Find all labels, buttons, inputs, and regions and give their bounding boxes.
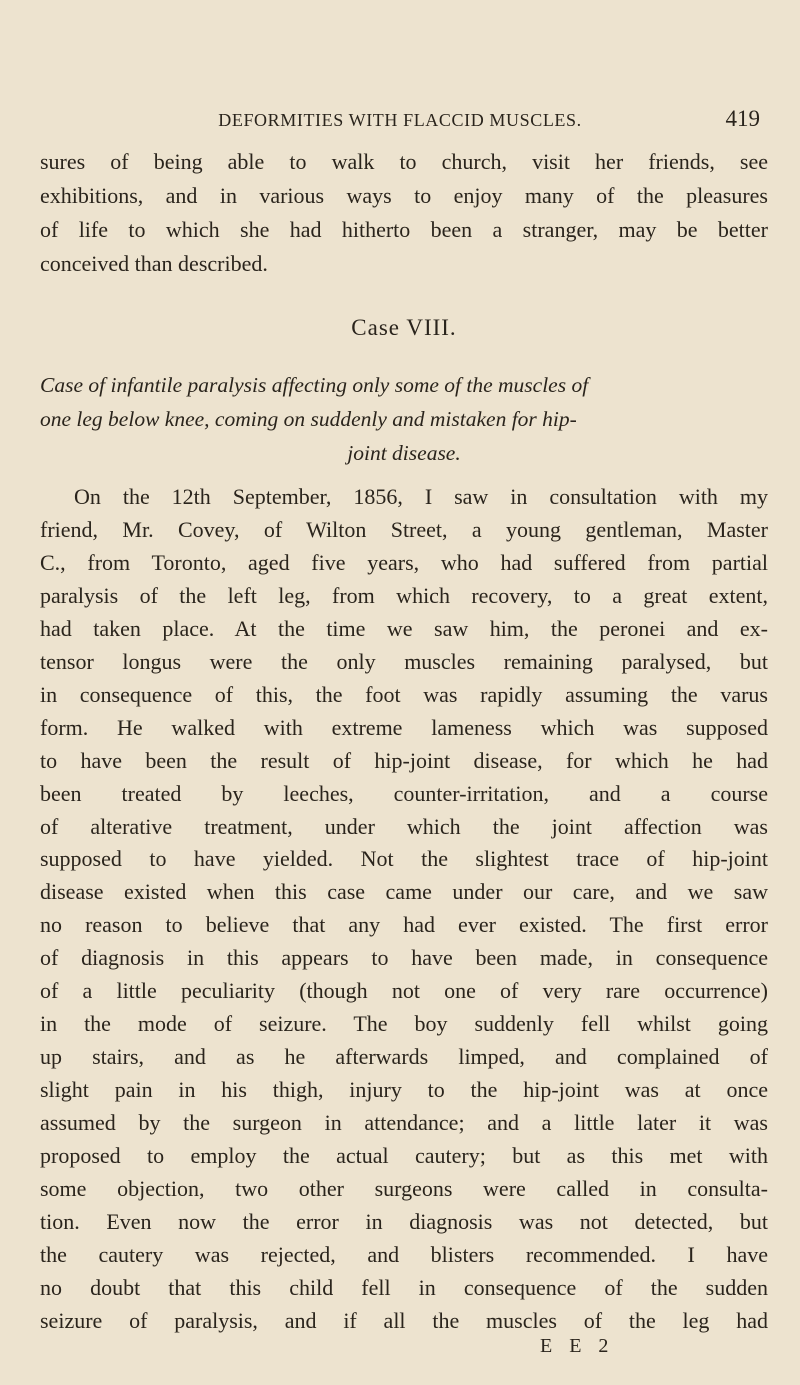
text-line: conceived than described.: [40, 251, 268, 276]
text-line: tensor longus were the only muscles remaining paralysed, but: [40, 648, 768, 674]
text-line: paralysis of the left leg, from which recovery, to a great extent,: [40, 582, 768, 608]
text-line: sures of being able to walk to church, visit her friends, see: [40, 149, 768, 174]
text-line: tion. Even now the error in diagnosis was not detected, but: [40, 1208, 768, 1234]
text-line: friend, Mr. Covey, of Wilton Street, a young gentleman, Master: [40, 516, 768, 542]
text-line: in consequence of this, the foot was rapidly assuming the varus: [40, 681, 768, 707]
text-line: supposed to have yielded. Not the slightest trace of hip-joint: [40, 846, 768, 872]
text-line: On the 12th September, 1856, I saw in consultation with my: [74, 484, 768, 509]
text-line: C., from Toronto, aged five years, who had suffered from partial: [40, 549, 768, 575]
case-title-line: joint disease.: [347, 441, 461, 465]
case-title-line: Case of infantile paralysis affecting only some of the muscles of: [40, 373, 589, 397]
text-line: slight pain in his thigh, injury to the hip-joint was at once: [40, 1077, 768, 1103]
text-line: to have been the result of hip-joint disease, for which he had: [40, 747, 768, 773]
text-line: proposed to employ the actual cautery; but as this met with: [40, 1143, 768, 1168]
text-line: seizure of paralysis, and if all the muscles of the leg had: [40, 1307, 768, 1333]
text-line: in the mode of seizure. The boy suddenly fell whilst going: [40, 1011, 768, 1037]
text-line: of a little peculiarity (though not one of very rare occurrence): [40, 978, 768, 1004]
signature-mark: E E 2: [540, 1334, 615, 1357]
running-head: DEFORMITIES WITH FLACCID MUSCLES.: [218, 110, 582, 130]
case-heading: Case VIII.: [351, 315, 457, 340]
text-line: of life to which she had hitherto been a stranger, may be better: [40, 217, 768, 242]
text-line: exhibitions, and in various ways to enjoy many of the pleasures: [40, 183, 768, 208]
text-line: been treated by leeches, counter-irritation, and a course: [40, 780, 768, 806]
case-title-line: one leg below knee, coming on suddenly and mistaken for hip-: [40, 407, 577, 431]
text-line: of alterative treatment, under which the joint affection was: [40, 813, 768, 839]
text-line: of diagnosis in this appears to have been made, in consequence: [40, 945, 768, 971]
text-line: form. He walked with extreme lameness which was supposed: [40, 714, 768, 740]
text-line: disease existed when this case came under our care, and we saw: [40, 879, 768, 905]
text-line: the cautery was rejected, and blisters recommended. I have: [40, 1241, 768, 1267]
text-line: up stairs, and as he afterwards limped, and complained of: [40, 1044, 768, 1070]
text-line: no reason to believe that any had ever existed. The first error: [40, 912, 768, 938]
page-number: 419: [725, 106, 760, 131]
text-line: assumed by the surgeon in attendance; and a little later it was: [40, 1110, 768, 1136]
page-header: [40, 104, 760, 138]
text-line: some objection, two other surgeons were called in consulta-: [40, 1175, 768, 1201]
text-line: no doubt that this child fell in consequence of the sudden: [40, 1274, 768, 1300]
text-line: had taken place. At the time we saw him, the peronei and ex-: [40, 615, 768, 641]
